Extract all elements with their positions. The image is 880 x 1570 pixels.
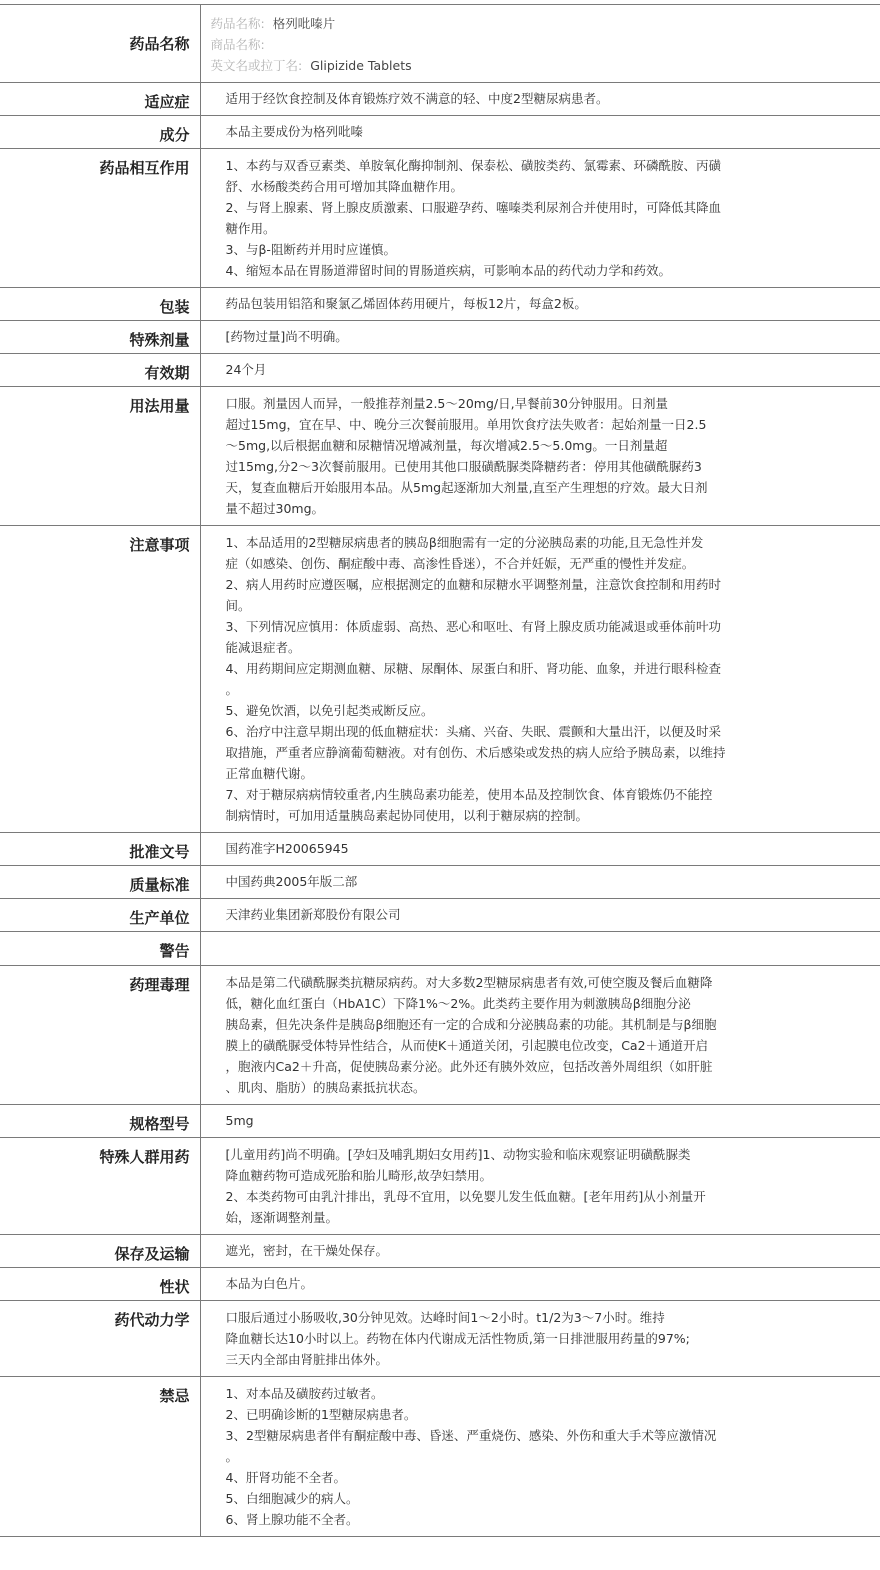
generic-name-caption: 药品名称: [210,16,265,31]
row-value [200,321,880,354]
text-line: 口服。剂量因人而异，一般推荐剂量2.5～20mg/日,早餐前30分钟服用。日剂量 [225,396,668,411]
text-line: 口服后通过小肠吸收,30分钟见效。达峰时间1～2小时。t1/2为3～7小时。维持 [225,1310,665,1325]
text-line: 本品主要成份为格列吡嗪 [225,124,364,139]
row-label: 性状 [0,1268,200,1301]
row-label: 生产单位 [0,899,200,932]
text-line: ，胞液内Ca2＋升高，促使胰岛素分泌。此外还有胰外效应，包括改善外周组织（如肝脏 [225,1059,713,1074]
text-line: 降血糖长达10小时以上。药物在体内代谢成无活性物质,第一日排泄服用药量的97%; [225,1331,690,1346]
english-name-caption: 英文名或拉丁名: [210,58,303,73]
text-line: 降血糖药物可造成死胎和胎儿畸形,故孕妇禁用。 [225,1168,492,1183]
text-line: 5、避免饮酒，以免引起类戒断反应。 [225,703,434,718]
text-line: 制病情时，可加用适量胰岛素起协同使用，以利于糖尿病的控制。 [225,808,589,823]
row-standard [0,866,880,899]
text-line: 4、肝肾功能不全者。 [225,1470,346,1485]
text-line: 2、病人用药时应遵医嘱，应根据测定的血糖和尿糖水平调整剂量，注意饮食控制和用药时 [225,577,721,592]
text-line: 3、下列情况应慎用：体质虚弱、高热、恶心和呕吐、有肾上腺皮质功能减退或垂体前叶功 [225,619,721,634]
text-line: 药品包装用铝箔和聚氯乙烯固体药用硬片，每板12片，每盒2板。 [225,296,587,311]
row-label: 用法用量 [0,387,200,526]
text-line: 1、本药与双香豆素类、单胺氧化酶抑制剂、保泰松、磺胺类药、氯霉素、环磷酰胺、丙磺 [225,158,721,173]
row-appearance [0,1268,880,1301]
text-line: 3、2型糖尿病患者伴有酮症酸中毒、昏迷、严重烧伤、感染、外伤和重大手术等应激情况 [225,1428,717,1443]
text-line: 、肌肉、脂肪）的胰岛素抵抗状态。 [225,1080,426,1095]
text-line: 适用于经饮食控制及体育锻炼疗效不满意的轻、中度2型糖尿病患者。 [225,91,609,106]
row-label: 保存及运输 [0,1235,200,1268]
text-line: 量不超过30mg。 [225,501,325,516]
row-value [200,116,880,149]
text-line: 。 [225,682,239,697]
text-line: 始，逐渐调整剂量。 [225,1210,339,1225]
text-line: 本品为白色片。 [225,1276,314,1291]
row-specification [0,1105,880,1138]
text-line: 过15mg,分2～3次餐前服用。已使用其他口服磺酰脲类降糖药者：停用其他磺酰脲药3 [225,459,702,474]
row-value [200,1235,880,1268]
row-packaging [0,288,880,321]
row-special-dose [0,321,880,354]
text-line: 正常血糖代谢。 [225,766,314,781]
text-line: 天，复查血糖后开始服用本品。从5mg起逐渐加大剂量,直至产生理想的疗效。最大日剂 [225,480,708,495]
text-line: 膜上的磺酰脲受体特异性结合，从而使K＋通道关闭，引起膜电位改变，Ca2＋通道开启 [225,1038,709,1053]
drug-info-rows [0,5,880,1537]
text-line: 。 [225,1449,239,1464]
row-dosage [0,387,880,526]
text-line: 国药准字H20065945 [225,841,349,856]
text-line: 4、用药期间应定期测血糖、尿糖、尿酮体、尿蛋白和肝、肾功能、血象，并进行眼科检查 [225,661,721,676]
trade-name-line [211,34,871,55]
row-label: 有效期 [0,354,200,387]
row-special-population [0,1138,880,1235]
row-value [200,1377,880,1537]
text-line: 取措施，严重者应静滴葡萄糖液。对有创伤、术后感染或发热的病人应给予胰岛素，以维持 [225,745,726,760]
row-label: 药代动力学 [0,1301,200,1377]
english-name-line [211,55,871,76]
text-line: 5mg [225,1113,254,1128]
row-value [200,1105,880,1138]
text-line: 能减退症者。 [225,640,301,655]
text-line: 1、对本品及磺胺药过敏者。 [225,1386,384,1401]
row-indications [0,83,880,116]
text-line: 4、缩短本品在胃肠道滞留时间的胃肠道疾病，可影响本品的药代动力学和药效。 [225,263,671,278]
text-line: 3、与β-阻断药并用时应谨慎。 [225,242,396,257]
row-label: 适应症 [0,83,200,116]
row-value [200,288,880,321]
text-line: 2、与肾上腺素、肾上腺皮质激素、口服避孕药、噻嗪类利尿剂合并使用时，可降低其降血 [225,200,721,215]
row-label: 药理毒理 [0,966,200,1105]
text-line: 超过15mg，宜在早、中、晚分三次餐前服用。单用饮食疗法失败者：起始剂量一日2.5 [225,417,707,432]
text-line: 三天内全部由肾脏排出体外。 [225,1352,389,1367]
row-value [200,149,880,288]
row-label: 警告 [0,932,200,966]
row-label: 药品相互作用 [0,149,200,288]
text-line: 本品是第二代磺酰脲类抗糖尿病药。对大多数2型糖尿病患者有效,可使空腹及餐后血糖降 [225,975,713,990]
text-line: 舒、水杨酸类药合用可增加其降血糖作用。 [225,179,464,194]
text-line: 24个月 [225,362,267,377]
row-label: 特殊人群用药 [0,1138,200,1235]
row-label: 注意事项 [0,526,200,833]
row-value [200,866,880,899]
row-value [200,1138,880,1235]
row-label: 成分 [0,116,200,149]
text-line: ～5mg,以后根据血糖和尿糖情况增减剂量，每次增减2.5～5.0mg。一日剂量超 [225,438,668,453]
drug-info-table [0,4,880,1537]
row-label-drug-name: 药品名称 [0,5,200,83]
text-line: [药物过量]尚不明确。 [225,329,348,344]
row-value [200,1268,880,1301]
text-line: 6、肾上腺功能不全者。 [225,1512,359,1527]
text-line: 症（如感染、创伤、酮症酸中毒、高渗性昏迷），不合并妊娠，无严重的慢性并发症。 [225,556,695,571]
text-line: 2、本类药物可由乳汁排出，乳母不宜用，以免婴儿发生低血糖。[老年用药]从小剂量开 [225,1189,706,1204]
row-precautions [0,526,880,833]
row-label: 规格型号 [0,1105,200,1138]
generic-name-line [211,13,871,34]
row-label: 禁忌 [0,1377,200,1537]
text-line: 低，糖化血红蛋白（HbA1C）下降1%～2%。此类药主要作用为刺激胰岛β细胞分泌 [225,996,691,1011]
text-line: 7、对于糖尿病病情较重者,内生胰岛素功能差，使用本品及控制饮食、体育锻炼仍不能控 [225,787,713,802]
row-value [200,833,880,866]
trade-name-caption: 商品名称: [210,37,265,52]
row-value [200,387,880,526]
row-pharmacology [0,966,880,1105]
row-value [200,966,880,1105]
generic-name-value: 格列吡嗪片 [272,16,336,31]
drug-info-sheet [0,4,880,1537]
row-value [200,1301,880,1377]
text-line: 胰岛素，但先决条件是胰岛β细胞还有一定的合成和分泌胰岛素的功能。其机制是与β细胞 [225,1017,717,1032]
row-pharmacokinetics [0,1301,880,1377]
row-value [200,83,880,116]
row-interactions [0,149,880,288]
row-contraindications [0,1377,880,1537]
text-line: 天津药业集团新郑股份有限公司 [225,907,401,922]
text-line: 1、本品适用的2型糖尿病患者的胰岛β细胞需有一定的分泌胰岛素的功能,且无急性并发 [225,535,704,550]
row-label: 批准文号 [0,833,200,866]
row-label: 质量标准 [0,866,200,899]
text-line: 2、已明确诊断的1型糖尿病患者。 [225,1407,417,1422]
text-line: [儿童用药]尚不明确。[孕妇及哺乳期妇女用药]1、动物实验和临床观察证明磺酰脲类 [225,1147,691,1162]
row-value-drug-name [200,5,880,83]
row-warning [0,932,880,966]
text-line: 糖作用。 [225,221,276,236]
text-line: 遮光，密封，在干燥处保存。 [225,1243,389,1258]
row-drug-name [0,5,880,83]
english-name-value: Glipizide Tablets [310,58,412,73]
text-line: 6、治疗中注意早期出现的低血糖症状：头痛、兴奋、失眠、震颤和大量出汗，以便及时采 [225,724,721,739]
text-line: 中国药典2005年版二部 [225,874,358,889]
text-line: 间。 [225,598,251,613]
row-value [200,932,880,966]
row-expiry [0,354,880,387]
row-value [200,899,880,932]
row-ingredients [0,116,880,149]
row-manufacturer [0,899,880,932]
row-value [200,526,880,833]
row-storage [0,1235,880,1268]
text-line: 5、白细胞减少的病人。 [225,1491,359,1506]
row-value [200,354,880,387]
row-approval [0,833,880,866]
row-label: 包装 [0,288,200,321]
row-label: 特殊剂量 [0,321,200,354]
